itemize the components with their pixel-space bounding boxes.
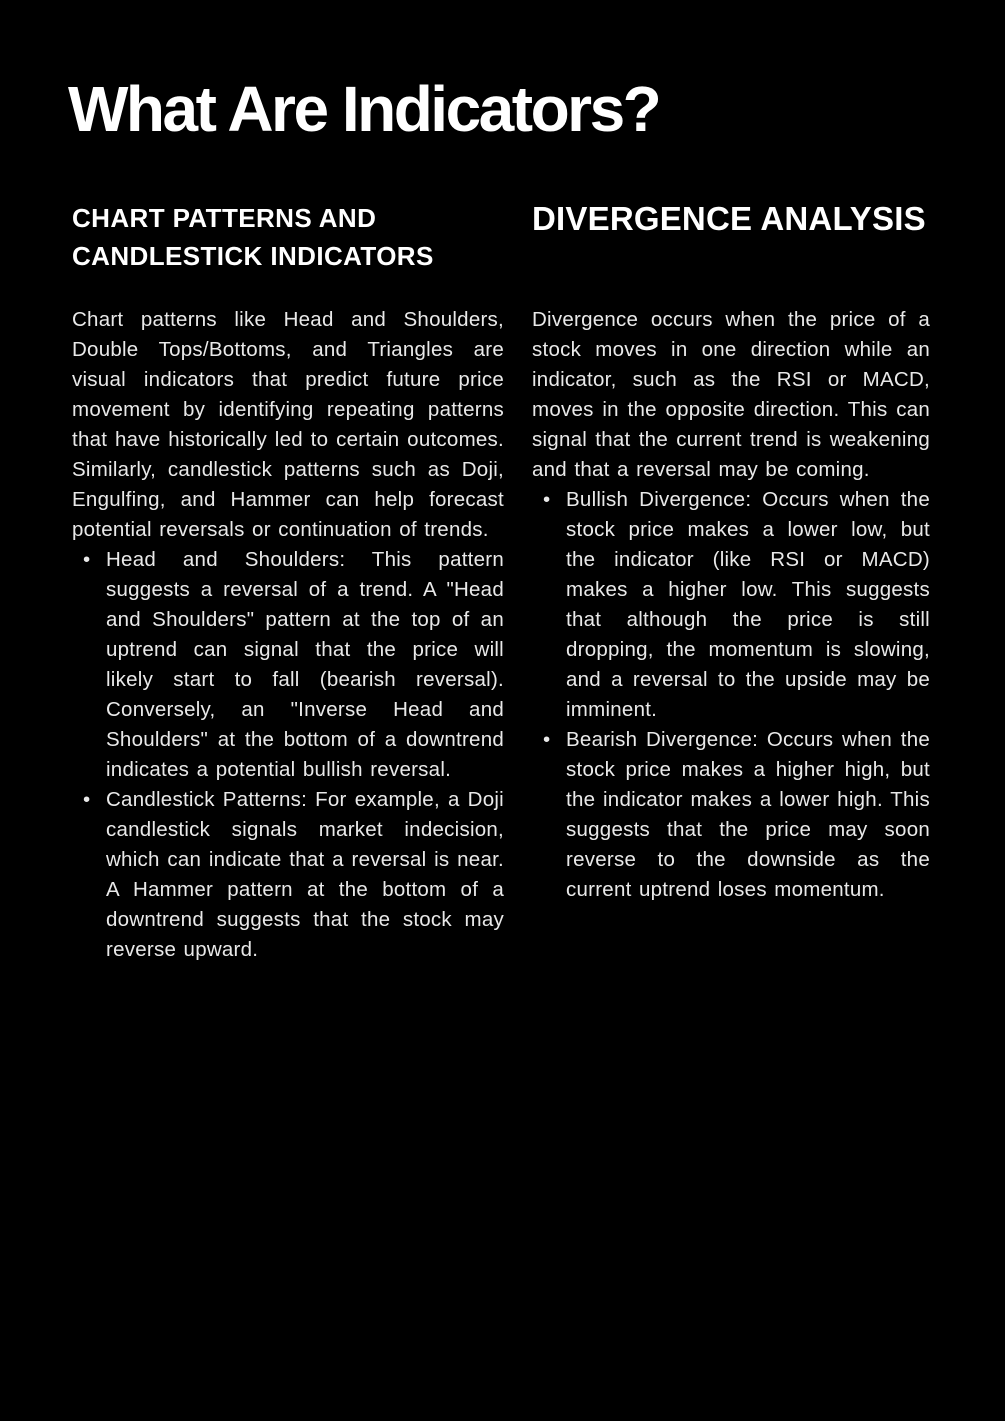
- bullet-head-and-shoulders: [72, 545, 504, 785]
- bullet-dot: •: [543, 488, 551, 512]
- right-column-heading: DIVERGENCE ANALYSIS: [532, 200, 926, 238]
- bullet-candlestick-patterns: [72, 785, 504, 965]
- bullet-dot: •: [543, 728, 551, 752]
- left-column: [72, 195, 504, 965]
- bullet-text: Bearish Divergence: Occurs when the stock price makes a higher high, but the indicator makes a lower high. This suggests that the price may soon reverse to the downside as the current uptrend loses momentum.: [566, 728, 930, 902]
- two-column-layout: [72, 195, 930, 965]
- right-bullet-list: [532, 485, 930, 905]
- bullet-text: Candlestick Patterns: For example, a Doji candlestick signals market indecision, which can indicate that a reversal is near. A Hammer pattern at the bottom of a downtrend suggests that the stock may reverse upward.: [106, 788, 504, 962]
- bullet-bearish-divergence: [532, 725, 930, 905]
- left-heading-box: [72, 195, 504, 305]
- right-intro-paragraph: Divergence occurs when the price of a stock moves in one direction while an indicator, such as the RSI or MACD, moves in the opposite direction. This can signal that the current trend is weakening and that a reversal may be coming.: [532, 308, 930, 482]
- right-heading-box: [532, 195, 930, 305]
- bullet-text: Bullish Divergence: Occurs when the stock price makes a lower low, but the indicator (like RSI or MACD) makes a higher low. This suggests that although the price is still dropping, the momentum is slowing, and a reversal to the upside may be imminent.: [566, 488, 930, 722]
- right-column: [532, 195, 930, 965]
- left-column-heading: CHART PATTERNS AND CANDLESTICK INDICATORS: [72, 203, 434, 272]
- bullet-dot: •: [83, 788, 91, 812]
- bullet-text: Head and Shoulders: This pattern suggests a reversal of a trend. A "Head and Shoulders" pattern at the top of an uptrend can signal that the price will likely start to fall (bearish reversal). Conversely, an "Inverse Head and Shoulders" at the bottom of a downtrend indicates a potential bullish reversal.: [106, 548, 504, 782]
- left-column-body: [72, 305, 504, 965]
- page-title: What Are Indicators?: [68, 73, 660, 145]
- left-bullet-list: [72, 545, 504, 965]
- bullet-bullish-divergence: [532, 485, 930, 725]
- right-column-body: [532, 305, 930, 905]
- bullet-dot: •: [83, 548, 91, 572]
- left-intro-paragraph: Chart patterns like Head and Shoulders, Double Tops/Bottoms, and Triangles are visual indicators that predict future price movement by identifying repeating patterns that have historically led to certain outcomes. Similarly, candlestick patterns such as Doji, Engulfing, and Hammer can help forecast potential reversals or continuation of trends.: [72, 308, 504, 542]
